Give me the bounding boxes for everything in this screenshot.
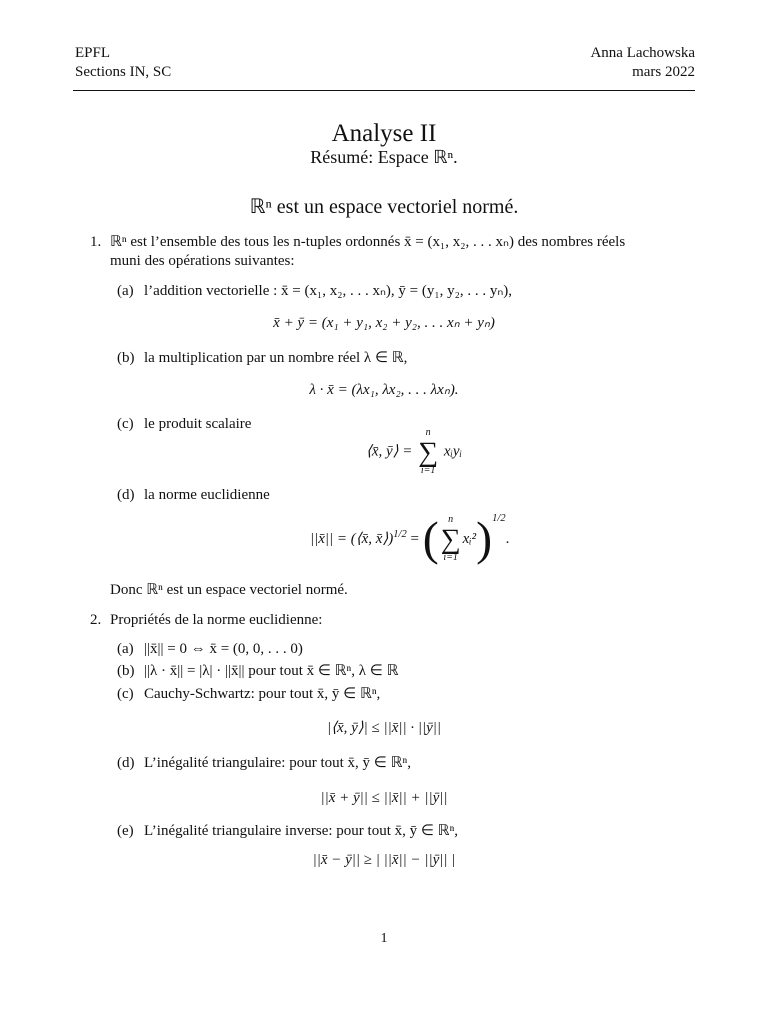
header-rule [73, 90, 695, 91]
sum-lower-limit: i=1 [420, 464, 436, 476]
item1c-text: le produit scalaire [144, 416, 252, 432]
item1c-formula-rhs: xᵢyᵢ [443, 443, 462, 460]
item1d-exponent: 1/2 [393, 529, 407, 540]
page-number: 1 [380, 931, 388, 946]
item2d-label: (d) [117, 755, 135, 771]
header-date: mars 2022 [632, 63, 695, 80]
summation-symbol: n ∑ i=1 [440, 514, 461, 564]
item1d-exponent2: 1/2 [492, 513, 506, 524]
item1d-formula: ||x̄|| = (⟨x̄, x̄⟩)$^{1/2}$ = ( n ∑ i=1 xᵢ²)$^{1/2}$. [310, 512, 510, 566]
sum-lower-limit: i=1 [443, 552, 458, 564]
item2d-text: L’inégalité triangulaire: pour tout x̄, ȳ ∈ ℝⁿ, [144, 755, 411, 771]
item2d-formula: ||x̄ + ȳ|| ≤ ||x̄|| + ||ȳ|| [320, 790, 448, 806]
item2-number: 2. [90, 612, 102, 628]
item2e-text: L’inégalité triangulaire inverse: pour tout x̄, ȳ ∈ ℝⁿ, [144, 823, 459, 839]
header-right [590, 44, 695, 82]
header-author: Anna Lachowska [590, 45, 695, 61]
header-sections: Sections IN, SC [75, 63, 172, 80]
header-left [75, 44, 171, 82]
document-title: Analyse II [331, 120, 437, 147]
section-title: ℝⁿ est un espace vectoriel normé. [249, 196, 519, 218]
item1c-label: (c) [117, 416, 134, 432]
item1-text-line2: muni des opérations suivantes: [110, 253, 295, 269]
item2c-text: Cauchy-Schwartz: pour tout x̄, ȳ ∈ ℝⁿ, [144, 686, 381, 702]
item1a-text: l’addition vectorielle : x̄ = (x₁, x₂, . . . xₙ), ȳ = (y₁, y₂, . . . yₙ), [144, 283, 513, 299]
item1b-text: la multiplication par un nombre réel λ ∈ ℝ, [144, 350, 408, 366]
item2-text: Propriétés de la norme euclidienne: [110, 612, 323, 628]
item2e-label: (e) [117, 823, 134, 839]
item1a-formula: x̄ + ȳ = (x₁ + y₁, x₂ + y₂, . . . xₙ + yₙ) [273, 315, 495, 331]
item2a-label: (a) [117, 641, 134, 657]
item1-text-line1: ℝⁿ est l’ensemble des tous les n-tuples ordonnés x̄ = (x₁, x₂, . . . xₙ) des nombres réels [110, 234, 626, 250]
sum-upper-limit: n [448, 514, 454, 526]
document-subtitle: Résumé: Espace ℝⁿ. [310, 147, 458, 167]
item1-conclusion: Donc ℝⁿ est un espace vectoriel normé. [110, 582, 348, 598]
item1b-formula: λ · x̄ = (λx₁, λx₂, . . . λxₙ). [309, 382, 459, 398]
item2b-label: (b) [117, 663, 135, 679]
item1d-term: xᵢ² [462, 531, 477, 547]
item2a-text: ||x̄|| = 0 ⇔ x̄ = (0, 0, . . . 0) [144, 641, 303, 657]
summation-symbol: n ∑ i=1 [418, 427, 439, 476]
header-institution: EPFL [75, 45, 111, 61]
item1a-label: (a) [117, 283, 134, 299]
item2b-text: ||λ · x̄|| = |λ| · ||x̄|| pour tout x̄ ∈ ℝⁿ, λ ∈ ℝ [144, 663, 399, 679]
item2c-formula: |⟨x̄, ȳ⟩| ≤ ||x̄|| · ||ȳ|| [326, 720, 442, 736]
item1d-label: (d) [117, 487, 135, 503]
item2e-formula: ||x̄ − ȳ|| ≥ | ||x̄|| − ||ȳ|| | [312, 852, 456, 868]
sum-upper-limit: n [425, 427, 431, 438]
item1c-formula [366, 427, 462, 477]
item1c-formula-lhs: ⟨x̄, ȳ⟩ = [366, 443, 413, 460]
item1b-label: (b) [117, 350, 135, 366]
item1d-formula-lhs: ||x̄|| = (⟨x̄, x̄⟩) [310, 531, 394, 547]
item1-number: 1. [90, 234, 102, 250]
item1d-text: la norme euclidienne [144, 487, 270, 503]
item2c-label: (c) [117, 686, 134, 702]
